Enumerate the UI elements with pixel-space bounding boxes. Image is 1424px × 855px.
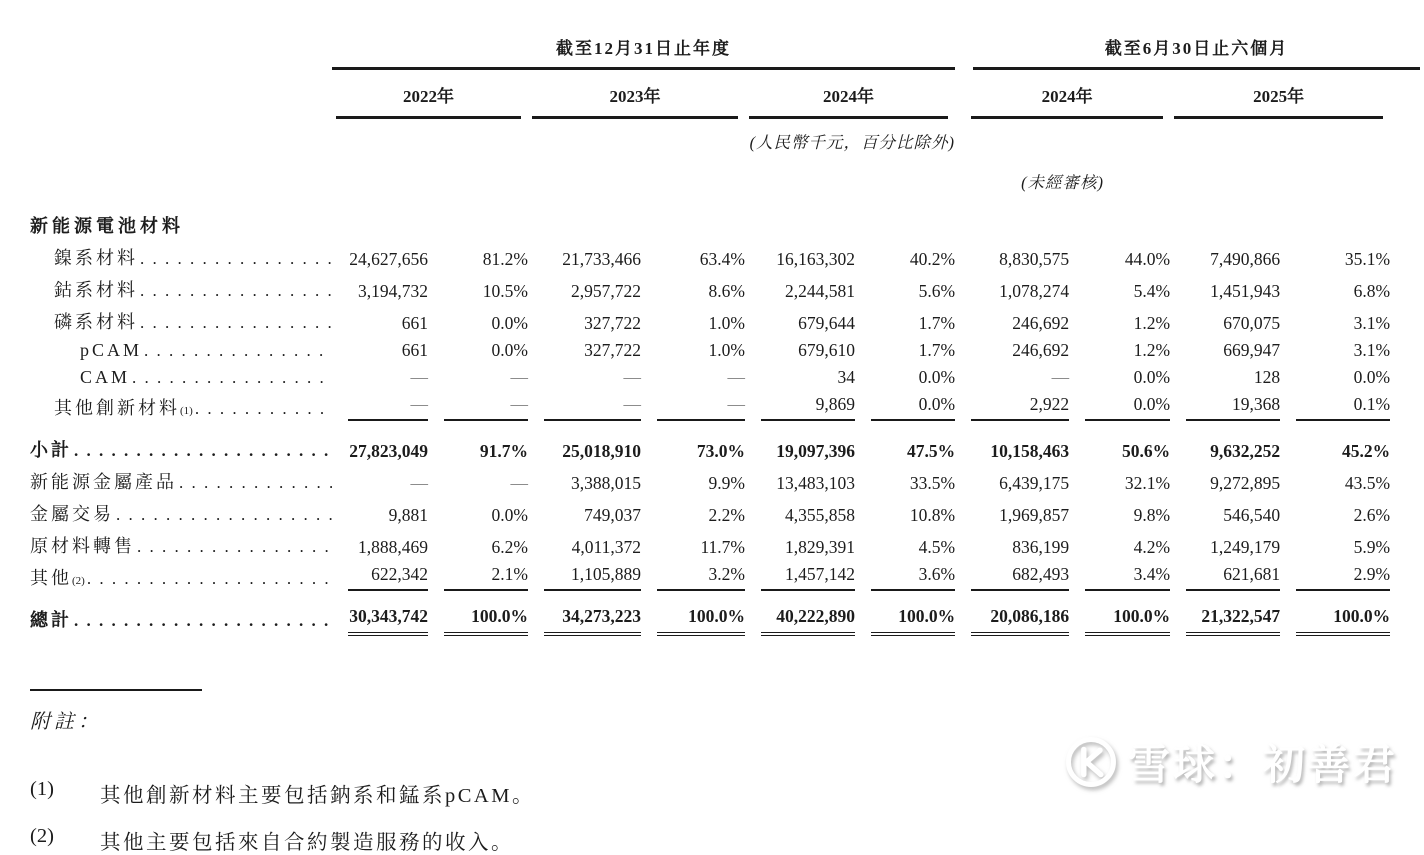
header-spacer (955, 119, 1390, 155)
cell: 100.0% (1280, 594, 1390, 639)
cell: 47.5% (906, 441, 956, 461)
cell: 7,490,866 (1210, 249, 1281, 269)
cell: 749,037 (584, 505, 641, 525)
table-row (30, 497, 1390, 529)
watermark-text: 雪球：初善君 (1127, 741, 1398, 788)
cell (1170, 203, 1280, 241)
dot-leader (144, 340, 332, 361)
cell: 34,273,223 (528, 594, 641, 639)
cell: 2.9% (1280, 561, 1390, 594)
cell: 11.7% (700, 537, 745, 557)
dot-leader (140, 280, 332, 301)
cell: 5.4% (1133, 281, 1171, 301)
table-section-row (30, 203, 1390, 241)
revenue-table (30, 24, 1390, 639)
cell (1280, 203, 1390, 241)
cell: 9.9% (708, 473, 745, 493)
cell (745, 203, 855, 241)
cell: 0.0% (491, 505, 528, 525)
cell: 3.1% (1353, 340, 1391, 360)
row-label (30, 529, 332, 561)
cell: 32.1% (1124, 473, 1171, 493)
cell: 25,018,910 (562, 441, 641, 461)
header-spacer (30, 70, 332, 119)
cell: 0.0% (855, 391, 955, 424)
cell: 1,969,857 (999, 505, 1070, 525)
period-group-annual (332, 24, 955, 70)
cell: 100.0% (1069, 594, 1170, 639)
row-label-text: CAM (80, 367, 131, 387)
cell: 34 (837, 367, 855, 387)
dot-leader (74, 440, 332, 461)
cell: 100.0% (855, 594, 955, 639)
cell: 3.6% (855, 561, 955, 594)
row-label-text: 新能源金屬產品 (30, 472, 177, 492)
table-row (30, 424, 1390, 465)
footnote-number: (1) (30, 778, 54, 800)
cell: 2.6% (1353, 505, 1391, 525)
cell: 100.0% (428, 594, 528, 639)
cell: 100.0% (641, 594, 745, 639)
period-group-row (30, 24, 1390, 70)
table-header (30, 24, 1390, 203)
table-row (30, 337, 1390, 364)
cell: 622,342 (332, 561, 428, 594)
cell: 1.0% (708, 340, 745, 360)
cell: 5.6% (918, 281, 956, 301)
cell (528, 203, 641, 241)
dot-leader (195, 398, 332, 419)
cell: — (528, 391, 641, 424)
cell: 836,199 (1012, 537, 1070, 557)
cell: 246,692 (1012, 313, 1070, 333)
cell: 246,692 (1012, 340, 1070, 360)
cell: 10.5% (482, 281, 528, 301)
cell: 1,888,469 (358, 537, 428, 557)
cell (332, 203, 428, 241)
cell: 682,493 (955, 561, 1069, 594)
header-spacer (332, 155, 955, 203)
cell: 6.2% (491, 537, 528, 557)
cell: 81.2% (482, 249, 528, 269)
footnote-number: (2) (30, 825, 54, 847)
row-label (30, 273, 332, 305)
unaudited-row (30, 155, 1390, 203)
cell: 4,011,372 (571, 537, 641, 557)
cell: 3,388,015 (571, 473, 641, 493)
cell: 43.5% (1344, 473, 1391, 493)
cell: 4.2% (1133, 537, 1171, 557)
cell: 679,610 (798, 340, 855, 360)
footnote-ref: (1) (180, 405, 193, 417)
cell (428, 203, 528, 241)
row-label (30, 337, 332, 364)
cell: 9,272,895 (1210, 473, 1281, 493)
cell: 327,722 (584, 340, 641, 360)
cell: — (410, 473, 428, 493)
cell: 1.7% (918, 313, 956, 333)
year-col-2024-h1: 2024年 (955, 70, 1170, 119)
row-label-text: pCAM (80, 340, 143, 360)
cell: 21,733,466 (562, 249, 641, 269)
unit-note-cell (332, 119, 955, 155)
footnotes-divider (30, 689, 202, 691)
cell: 45.2% (1341, 441, 1391, 461)
row-label-text: 其他創新材料 (54, 398, 180, 418)
cell: 1.7% (918, 340, 956, 360)
row-label (30, 424, 332, 465)
cell: 13,483,103 (776, 473, 855, 493)
cell: 1,451,943 (1210, 281, 1281, 301)
cell (855, 203, 955, 241)
cell: 661 (401, 313, 428, 333)
table-row (30, 305, 1390, 337)
row-label (30, 391, 332, 424)
cell: 3,194,732 (358, 281, 428, 301)
cell: — (727, 367, 745, 387)
cell: 4,355,858 (785, 505, 855, 525)
table-row (30, 561, 1390, 594)
dot-leader (137, 536, 332, 557)
row-label (30, 594, 332, 639)
row-label-text: 原材料轉售 (30, 536, 135, 556)
cell: 27,823,049 (349, 441, 428, 461)
row-label (30, 305, 332, 337)
row-label-text: 其他 (30, 568, 72, 588)
cell: 8.6% (708, 281, 745, 301)
footnote-text: 其他主要包括來自合約製造服務的收入。 (100, 832, 514, 854)
cell: — (510, 367, 528, 387)
cell: 9,632,252 (1210, 441, 1281, 461)
footnote-item (30, 825, 1424, 855)
cell: 5.9% (1353, 537, 1391, 557)
cell: 2.2% (708, 505, 745, 525)
cell: — (623, 367, 641, 387)
cell: 1,078,274 (999, 281, 1070, 301)
cell: 6,439,175 (999, 473, 1070, 493)
watermark (1064, 732, 1398, 792)
cell: 3.4% (1069, 561, 1170, 594)
cell: 0.0% (1069, 391, 1170, 424)
cell: 0.0% (918, 367, 956, 387)
table-body (30, 203, 1390, 639)
dot-leader (116, 504, 332, 525)
cell: — (428, 391, 528, 424)
row-label-text: 金屬交易 (30, 504, 114, 524)
table-row (30, 364, 1390, 391)
cell: 0.0% (1353, 367, 1391, 387)
cell: 8,830,575 (999, 249, 1070, 269)
xueqiu-logo-icon (1064, 735, 1118, 789)
unit-note: (人民幣千元，百分比除外) (749, 133, 956, 152)
row-label (30, 561, 332, 594)
table-row (30, 594, 1390, 639)
cell: 0.0% (1133, 367, 1171, 387)
cell: 1.2% (1133, 340, 1171, 360)
dot-leader (179, 472, 332, 493)
cell: 30,343,742 (332, 594, 428, 639)
year-col-2025-h1: 2025年 (1170, 70, 1390, 119)
year-col-2023: 2023年 (528, 70, 745, 119)
cell: 50.6% (1121, 441, 1171, 461)
cell: 1.0% (708, 313, 745, 333)
cell: 2,922 (955, 391, 1069, 424)
cell: 546,540 (1223, 505, 1281, 525)
cell: 20,086,186 (955, 594, 1069, 639)
cell: 1,829,391 (785, 537, 855, 557)
dot-leader (140, 312, 332, 333)
cell: — (1051, 367, 1070, 387)
header-spacer (30, 24, 332, 70)
cell: 16,163,302 (776, 249, 855, 269)
footnotes-heading: 附註： (30, 711, 102, 733)
cell: 679,644 (798, 313, 855, 333)
header-spacer (1170, 155, 1390, 203)
table-row (30, 529, 1390, 561)
footnote-ref: (2) (72, 575, 85, 587)
cell: 4.5% (918, 537, 956, 557)
row-label-text: 總計 (30, 610, 72, 630)
year-col-2024: 2024年 (745, 70, 955, 119)
cell: 35.1% (1344, 249, 1391, 269)
cell: 2,244,581 (785, 281, 855, 301)
cell: 3.1% (1353, 313, 1391, 333)
cell: 621,681 (1170, 561, 1280, 594)
row-label (30, 203, 332, 241)
cell: — (641, 391, 745, 424)
row-label (30, 497, 332, 529)
table-row (30, 391, 1390, 424)
cell: 2.1% (428, 561, 528, 594)
cell: — (410, 367, 428, 387)
cell: — (510, 473, 528, 493)
cell: 0.0% (491, 340, 528, 360)
cell: 21,322,547 (1170, 594, 1280, 639)
cell: 2,957,722 (571, 281, 641, 301)
row-label-text: 新能源電池材料 (30, 216, 184, 236)
year-row (30, 70, 1390, 119)
row-label (30, 241, 332, 273)
table-row (30, 241, 1390, 273)
cell: 63.4% (699, 249, 745, 269)
cell: 670,075 (1223, 313, 1281, 333)
unaudited-note: (未經審核) (1021, 173, 1105, 192)
cell: 1,105,889 (528, 561, 641, 594)
header-spacer (30, 119, 332, 155)
cell: 9,869 (745, 391, 855, 424)
cell: 1,457,142 (745, 561, 855, 594)
row-label (30, 364, 332, 391)
dot-leader (87, 568, 332, 589)
cell: 10.8% (909, 505, 956, 525)
cell (641, 203, 745, 241)
cell: 9,881 (388, 505, 428, 525)
year-col-2022: 2022年 (332, 70, 528, 119)
cell: 40,222,890 (745, 594, 855, 639)
cell: 0.1% (1280, 391, 1390, 424)
row-label-text: 小計 (30, 440, 72, 460)
row-label-text: 磷系材料 (54, 312, 138, 332)
cell: — (332, 391, 428, 424)
cell: 40.2% (909, 249, 956, 269)
cell (955, 203, 1069, 241)
cell: 0.0% (491, 313, 528, 333)
dot-leader (74, 610, 332, 631)
period-group-interim (955, 24, 1390, 70)
cell: 73.0% (696, 441, 745, 461)
cell: 1.2% (1133, 313, 1171, 333)
dot-leader (140, 248, 332, 269)
cell: 3.2% (641, 561, 745, 594)
cell: 6.8% (1353, 281, 1391, 301)
cell: 10,158,463 (990, 441, 1070, 461)
period-group-interim-title: 截至6月30日止六個月 (973, 24, 1420, 70)
row-label-text: 鈷系材料 (54, 280, 138, 300)
cell: 44.0% (1124, 249, 1171, 269)
cell: 24,627,656 (349, 249, 428, 269)
unit-note-row (30, 119, 1390, 155)
cell: 33.5% (909, 473, 956, 493)
table-row (30, 273, 1390, 305)
cell: 91.7% (479, 441, 528, 461)
cell: 128 (1253, 367, 1281, 387)
header-spacer (30, 155, 332, 203)
cell: 9.8% (1133, 505, 1171, 525)
period-group-annual-title: 截至12月31日止年度 (332, 24, 955, 70)
row-label-text: 鎳系材料 (54, 248, 138, 268)
unaudited-cell (955, 155, 1170, 203)
cell: 661 (401, 340, 428, 360)
cell: 1,249,179 (1210, 537, 1281, 557)
cell: 19,368 (1170, 391, 1280, 424)
cell: 327,722 (584, 313, 641, 333)
table-row (30, 465, 1390, 497)
row-label (30, 465, 332, 497)
cell (1069, 203, 1170, 241)
cell: 19,097,396 (776, 441, 855, 461)
dot-leader (132, 367, 332, 388)
cell: 669,947 (1223, 340, 1281, 360)
footnote-text: 其他創新材料主要包括鈉系和錳系pCAM。 (100, 785, 535, 807)
